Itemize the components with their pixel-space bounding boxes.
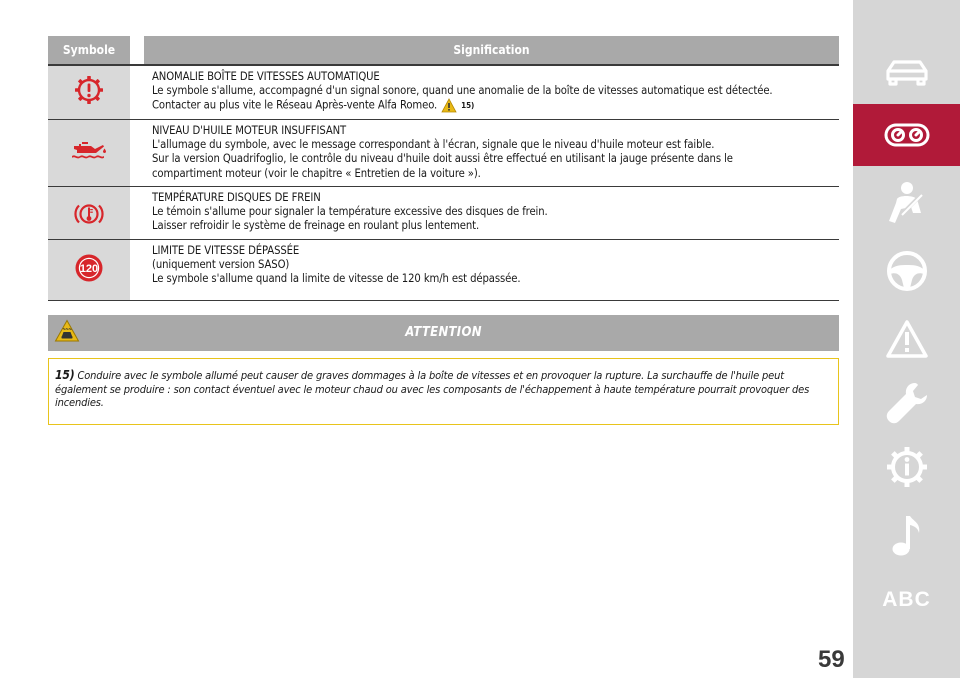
sidebar-item-maintenance[interactable]	[853, 372, 960, 434]
car-icon	[884, 57, 930, 87]
meaning-cell	[152, 120, 839, 186]
steering-wheel-icon	[886, 250, 928, 292]
table-header	[48, 36, 839, 64]
row-text: Sur la version Quadrifoglio, le contrôle du niveau d'huile doit aussi être effectué en utilisant la jauge présente dans le	[152, 152, 733, 166]
speed-limit-120-icon	[74, 253, 104, 283]
brake-disc-temperature-icon	[74, 201, 104, 227]
sidebar-item-driving[interactable]	[853, 240, 960, 302]
warning-icon	[441, 98, 457, 113]
note-text: Conduire avec le symbole allumé peut causer de graves dommages à la boîte de vitesses et en provoquer la rupture. La surchauffe de l'huile peut également se produire : son contact éventuel avec le moteur chaud ou avec les composants de l'échappement à haute température pourrait provoquer des incendies.	[55, 369, 810, 410]
symbol-cell	[48, 66, 130, 119]
row-title: LIMITE DE VITESSE DÉPASSÉE	[152, 244, 300, 257]
warning-triangle-icon	[885, 319, 929, 359]
row-text: Contacter au plus vite le Réseau Après-vente Alfa Romeo.	[152, 98, 438, 112]
row-text: Le témoin s'allume pour signaler la température excessive des disques de frein.	[152, 205, 548, 219]
technical-data-gear-icon	[885, 445, 929, 489]
row-text: L'allumage du symbole, avec le message correspondant à l'écran, signale que le niveau d'huile moteur est faible.	[152, 138, 715, 152]
instrument-panel-icon	[884, 121, 930, 149]
attention-note	[48, 358, 839, 425]
sidebar-item-car[interactable]	[853, 42, 960, 102]
table-row	[48, 187, 839, 240]
note-number: 15)	[55, 368, 75, 382]
gearbox-fault-icon	[74, 75, 104, 105]
attention-title: ATTENTION	[405, 325, 482, 340]
wrench-icon	[885, 381, 929, 425]
table-row	[48, 240, 839, 301]
row-text: Le symbole s'allume quand la limite de vitesse de 120 km/h est dépassée.	[152, 272, 521, 286]
attention-header	[48, 315, 839, 351]
row-title: TEMPÉRATURE DISQUES DE FREIN	[152, 191, 321, 204]
engine-oil-level-icon	[71, 140, 107, 160]
row-text: Laisser refroidir le système de freinage en roulant plus lentement.	[152, 219, 480, 233]
chapter-sidebar	[853, 0, 960, 678]
row-text: (uniquement version SASO)	[152, 258, 290, 272]
safety-seatbelt-icon	[887, 181, 927, 225]
table-row	[48, 120, 839, 187]
row-title: ANOMALIE BOÎTE DE VITESSES AUTOMATIQUE	[152, 70, 380, 83]
sidebar-item-instrument-panel[interactable]	[853, 104, 960, 166]
header-symbol: Symbole	[48, 36, 130, 64]
row-title: NIVEAU D'HUILE MOTEUR INSUFFISANT	[152, 124, 347, 137]
meaning-cell	[152, 240, 839, 300]
sidebar-item-emergency[interactable]	[853, 308, 960, 370]
symbol-cell	[48, 187, 130, 239]
header-meaning: Signification	[144, 36, 839, 64]
sidebar-item-technical-data[interactable]	[853, 436, 960, 498]
sidebar-item-multimedia[interactable]	[853, 504, 960, 566]
warning-lights-table	[48, 36, 839, 301]
row-text: Le symbole s'allume, accompagné d'un signal sonore, quand une anomalie de la boîte de vitesses automatique est détectée.	[152, 84, 773, 98]
row-text: compartiment moteur (voir le chapitre « Entretien de la voiture »).	[152, 166, 481, 180]
meaning-cell	[152, 66, 839, 119]
note-reference-link[interactable]: 15)	[461, 100, 475, 110]
symbol-cell	[48, 120, 130, 186]
meaning-cell	[152, 187, 839, 239]
index-label: ABC	[882, 588, 931, 611]
row-text-with-ref	[152, 98, 839, 113]
sidebar-item-safety[interactable]	[853, 172, 960, 234]
page-number: 59	[818, 646, 845, 673]
multimedia-music-note-icon	[889, 513, 925, 557]
speed-limit-value: 120	[79, 263, 99, 275]
table-row	[48, 66, 839, 120]
symbol-cell	[48, 240, 130, 300]
sidebar-item-index[interactable]	[853, 572, 960, 628]
